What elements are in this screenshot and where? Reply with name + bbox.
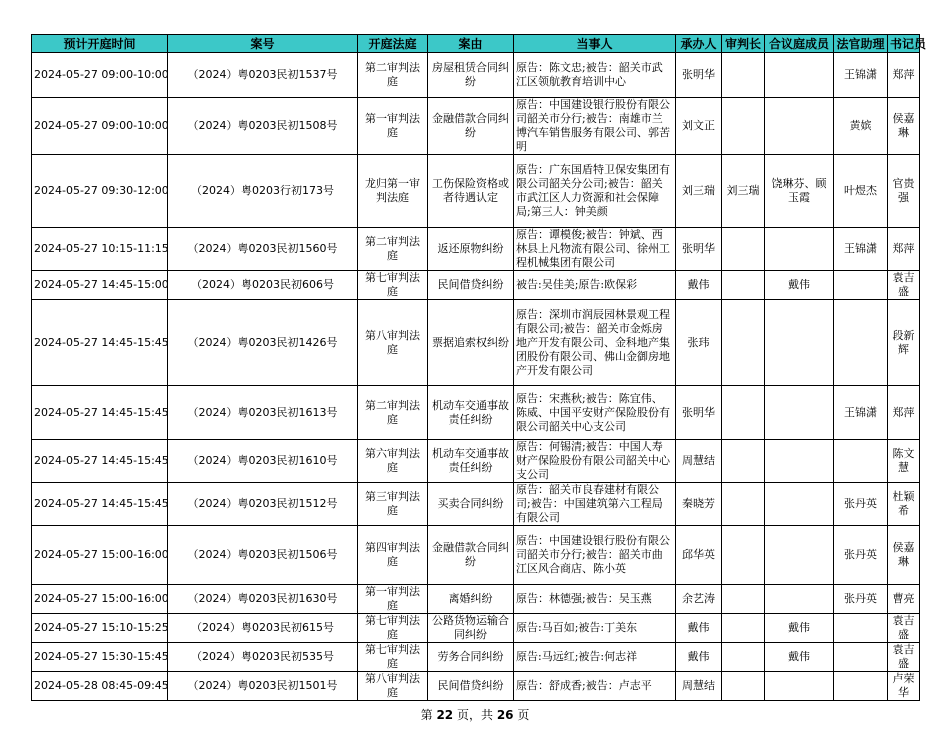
judge-assistant-cell: 叶煜杰	[834, 155, 888, 228]
clerk-cell: 郑萍	[888, 228, 920, 271]
parties-cell: 原告：广东国盾特卫保安集团有限公司韶关分公司;被告：韶关市武江区人力资源和社会保障局;第三人：钟美颜	[514, 155, 676, 228]
courtroom-cell: 第二审判法庭	[358, 386, 428, 440]
courtroom-cell: 第四审判法庭	[358, 526, 428, 585]
time-cell: 2024-05-27 15:00-16:00	[32, 585, 168, 614]
time-cell: 2024-05-27 15:10-15:25	[32, 614, 168, 643]
parties-cell: 原告：舒成香;被告：卢志平	[514, 672, 676, 701]
table-row	[32, 585, 920, 614]
presiding-judge-cell	[722, 271, 765, 300]
table-row	[32, 483, 920, 526]
case-number-cell: （2024）粤0203民初606号	[168, 271, 358, 300]
time-cell: 2024-05-27 09:30-12:00	[32, 155, 168, 228]
footer-suffix: 页	[517, 708, 530, 722]
time-cell: 2024-05-27 09:00-10:00	[32, 98, 168, 155]
case-number-cell: （2024）粤0203民初1501号	[168, 672, 358, 701]
footer-middle: 页，共	[456, 708, 493, 722]
presiding-judge-cell	[722, 585, 765, 614]
parties-cell: 原告：林德强;被告：吴玉燕	[514, 585, 676, 614]
case-number-cell: （2024）粤0203民初1630号	[168, 585, 358, 614]
judge-cell: 周慧结	[676, 672, 722, 701]
panel-members-cell	[765, 483, 834, 526]
panel-members-cell	[765, 300, 834, 386]
judge-assistant-cell: 王锦潇	[834, 228, 888, 271]
judge-cell: 周慧结	[676, 440, 722, 483]
panel-members-cell	[765, 228, 834, 271]
courtroom-cell: 第六审判法庭	[358, 440, 428, 483]
col-header-judge-assistant: 法官助理	[834, 35, 888, 53]
presiding-judge-cell	[722, 98, 765, 155]
parties-cell: 原告：陈文忠;被告：韶关市武江区领航教育培训中心	[514, 53, 676, 98]
presiding-judge-cell	[722, 228, 765, 271]
col-header-parties: 当事人	[514, 35, 676, 53]
time-cell: 2024-05-27 15:00-16:00	[32, 526, 168, 585]
judge-cell: 戴伟	[676, 271, 722, 300]
judge-assistant-cell: 王锦潇	[834, 386, 888, 440]
presiding-judge-cell	[722, 643, 765, 672]
col-header-panel-members: 合议庭成员	[765, 35, 834, 53]
table-row	[32, 155, 920, 228]
judge-cell: 戴伟	[676, 614, 722, 643]
case-number-cell: （2024）粤0203民初615号	[168, 614, 358, 643]
panel-members-cell: 饶琳芬、顾玉霞	[765, 155, 834, 228]
judge-assistant-cell	[834, 643, 888, 672]
courtroom-cell: 第一审判法庭	[358, 98, 428, 155]
judge-cell: 戴伟	[676, 643, 722, 672]
judge-assistant-cell: 张丹英	[834, 483, 888, 526]
judge-cell: 秦晓芳	[676, 483, 722, 526]
parties-cell: 原告：何锡清;被告：中国人寿财产保险股份有限公司韶关中心支公司	[514, 440, 676, 483]
judge-cell: 刘三瑞	[676, 155, 722, 228]
case-number-cell: （2024）粤0203民初1613号	[168, 386, 358, 440]
table-row	[32, 271, 920, 300]
time-cell: 2024-05-27 10:15-11:15	[32, 228, 168, 271]
presiding-judge-cell	[722, 440, 765, 483]
cause-cell: 金融借款合同纠纷	[428, 98, 514, 155]
table-row	[32, 440, 920, 483]
parties-cell: 原告:马远红;被告:何志祥	[514, 643, 676, 672]
table-row	[32, 53, 920, 98]
clerk-cell: 袁吉盛	[888, 643, 920, 672]
courtroom-cell: 龙归第一审判法庭	[358, 155, 428, 228]
cause-cell: 票据追索权纠纷	[428, 300, 514, 386]
total-page-count: 26	[496, 708, 514, 722]
case-number-cell: （2024）粤0203民初1537号	[168, 53, 358, 98]
cause-cell: 工伤保险资格或者待遇认定	[428, 155, 514, 228]
col-header-courtroom: 开庭法庭	[358, 35, 428, 53]
cause-cell: 返还原物纠纷	[428, 228, 514, 271]
clerk-cell: 陈文慧	[888, 440, 920, 483]
clerk-cell: 曹亮	[888, 585, 920, 614]
presiding-judge-cell	[722, 386, 765, 440]
parties-cell: 被告:吴佳美;原告:欧保彩	[514, 271, 676, 300]
cause-cell: 机动车交通事故责任纠纷	[428, 440, 514, 483]
parties-cell: 原告：宋燕秋;被告：陈宜伟、陈威、中国平安财产保险股份有限公司韶关中心支公司	[514, 386, 676, 440]
panel-members-cell	[765, 440, 834, 483]
table-row	[32, 98, 920, 155]
table-row	[32, 526, 920, 585]
case-number-cell: （2024）粤0203行初173号	[168, 155, 358, 228]
page-footer	[0, 706, 950, 723]
panel-members-cell	[765, 585, 834, 614]
panel-members-cell: 戴伟	[765, 271, 834, 300]
courtroom-cell: 第二审判法庭	[358, 228, 428, 271]
time-cell: 2024-05-27 14:45-15:45	[32, 440, 168, 483]
judge-cell: 张玮	[676, 300, 722, 386]
col-header-judge: 承办人	[676, 35, 722, 53]
presiding-judge-cell: 刘三瑞	[722, 155, 765, 228]
hearing-schedule-table	[31, 34, 927, 701]
footer-prefix: 第	[420, 708, 433, 722]
presiding-judge-cell	[722, 53, 765, 98]
col-header-time: 预计开庭时间	[32, 35, 168, 53]
case-number-cell: （2024）粤0203民初1560号	[168, 228, 358, 271]
parties-cell: 原告：中国建设银行股份有限公司韶关市分行;被告：南雄市兰博汽车销售服务有限公司、郭苦明	[514, 98, 676, 155]
current-page-number: 22	[436, 708, 454, 722]
table-row	[32, 643, 920, 672]
presiding-judge-cell	[722, 483, 765, 526]
judge-cell: 邱华英	[676, 526, 722, 585]
table-row	[32, 300, 920, 386]
clerk-cell: 官贵强	[888, 155, 920, 228]
parties-cell: 原告：深圳市润辰园林景观工程有限公司;被告：韶关市金烁房地产开发有限公司、金科地产集团股份有限公司、佛山金御房地产开发有限公司	[514, 300, 676, 386]
clerk-cell: 侯嘉琳	[888, 526, 920, 585]
parties-cell: 原告：韶关市良春建材有限公司;被告：中国建筑第六工程局有限公司	[514, 483, 676, 526]
parties-cell: 原告：中国建设银行股份有限公司韶关市分行;被告：韶关市曲江区风合商店、陈小英	[514, 526, 676, 585]
cause-cell: 民间借贷纠纷	[428, 271, 514, 300]
judge-assistant-cell	[834, 271, 888, 300]
cause-cell: 劳务合同纠纷	[428, 643, 514, 672]
judge-assistant-cell: 王锦潇	[834, 53, 888, 98]
case-number-cell: （2024）粤0203民初1610号	[168, 440, 358, 483]
courtroom-cell: 第八审判法庭	[358, 672, 428, 701]
case-number-cell: （2024）粤0203民初535号	[168, 643, 358, 672]
clerk-cell: 卢荣华	[888, 672, 920, 701]
col-header-clerk: 书记员	[888, 35, 920, 53]
clerk-cell: 侯嘉琳	[888, 98, 920, 155]
judge-assistant-cell	[834, 614, 888, 643]
time-cell: 2024-05-27 15:30-15:45	[32, 643, 168, 672]
panel-members-cell: 戴伟	[765, 614, 834, 643]
courtroom-cell: 第二审判法庭	[358, 53, 428, 98]
cause-cell: 买卖合同纠纷	[428, 483, 514, 526]
courtroom-cell: 第七审判法庭	[358, 614, 428, 643]
clerk-cell: 郑萍	[888, 53, 920, 98]
cause-cell: 金融借款合同纠纷	[428, 526, 514, 585]
judge-assistant-cell: 张丹英	[834, 585, 888, 614]
clerk-cell: 袁吉盛	[888, 271, 920, 300]
panel-members-cell	[765, 526, 834, 585]
col-header-cause: 案由	[428, 35, 514, 53]
case-number-cell: （2024）粤0203民初1506号	[168, 526, 358, 585]
judge-assistant-cell: 张丹英	[834, 526, 888, 585]
table-row	[32, 228, 920, 271]
clerk-cell: 段新辉	[888, 300, 920, 386]
time-cell: 2024-05-27 14:45-15:00	[32, 271, 168, 300]
clerk-cell: 郑萍	[888, 386, 920, 440]
presiding-judge-cell	[722, 526, 765, 585]
cause-cell: 房屋租赁合同纠纷	[428, 53, 514, 98]
clerk-cell: 杜颖希	[888, 483, 920, 526]
table-header-row	[32, 35, 920, 53]
judge-cell: 余艺涛	[676, 585, 722, 614]
case-number-cell: （2024）粤0203民初1426号	[168, 300, 358, 386]
courtroom-cell: 第三审判法庭	[358, 483, 428, 526]
table-row	[32, 672, 920, 701]
judge-cell: 张明华	[676, 53, 722, 98]
cause-cell: 机动车交通事故责任纠纷	[428, 386, 514, 440]
cause-cell: 民间借贷纠纷	[428, 672, 514, 701]
col-header-case-number: 案号	[168, 35, 358, 53]
panel-members-cell	[765, 98, 834, 155]
col-header-presiding-judge: 审判长	[722, 35, 765, 53]
parties-cell: 原告：谭模俊;被告：钟斌、西林县上凡物流有限公司、徐州工程机械集团有限公司	[514, 228, 676, 271]
courtroom-cell: 第八审判法庭	[358, 300, 428, 386]
judge-assistant-cell: 黄嫔	[834, 98, 888, 155]
judge-assistant-cell	[834, 672, 888, 701]
judge-assistant-cell	[834, 300, 888, 386]
time-cell: 2024-05-27 14:45-15:45	[32, 386, 168, 440]
time-cell: 2024-05-28 08:45-09:45	[32, 672, 168, 701]
courtroom-cell: 第七审判法庭	[358, 643, 428, 672]
judge-cell: 张明华	[676, 228, 722, 271]
case-number-cell: （2024）粤0203民初1508号	[168, 98, 358, 155]
case-number-cell: （2024）粤0203民初1512号	[168, 483, 358, 526]
time-cell: 2024-05-27 14:45-15:45	[32, 483, 168, 526]
judge-cell: 张明华	[676, 386, 722, 440]
panel-members-cell	[765, 53, 834, 98]
courtroom-cell: 第一审判法庭	[358, 585, 428, 614]
presiding-judge-cell	[722, 672, 765, 701]
time-cell: 2024-05-27 14:45-15:45	[32, 300, 168, 386]
panel-members-cell	[765, 672, 834, 701]
judge-assistant-cell	[834, 440, 888, 483]
time-cell: 2024-05-27 09:00-10:00	[32, 53, 168, 98]
presiding-judge-cell	[722, 614, 765, 643]
parties-cell: 原告:马百如;被告:丁美东	[514, 614, 676, 643]
panel-members-cell: 戴伟	[765, 643, 834, 672]
courtroom-cell: 第七审判法庭	[358, 271, 428, 300]
table-row	[32, 386, 920, 440]
panel-members-cell	[765, 386, 834, 440]
table-row	[32, 614, 920, 643]
cause-cell: 公路货物运输合同纠纷	[428, 614, 514, 643]
judge-cell: 刘文正	[676, 98, 722, 155]
cause-cell: 离婚纠纷	[428, 585, 514, 614]
clerk-cell: 袁吉盛	[888, 614, 920, 643]
presiding-judge-cell	[722, 300, 765, 386]
